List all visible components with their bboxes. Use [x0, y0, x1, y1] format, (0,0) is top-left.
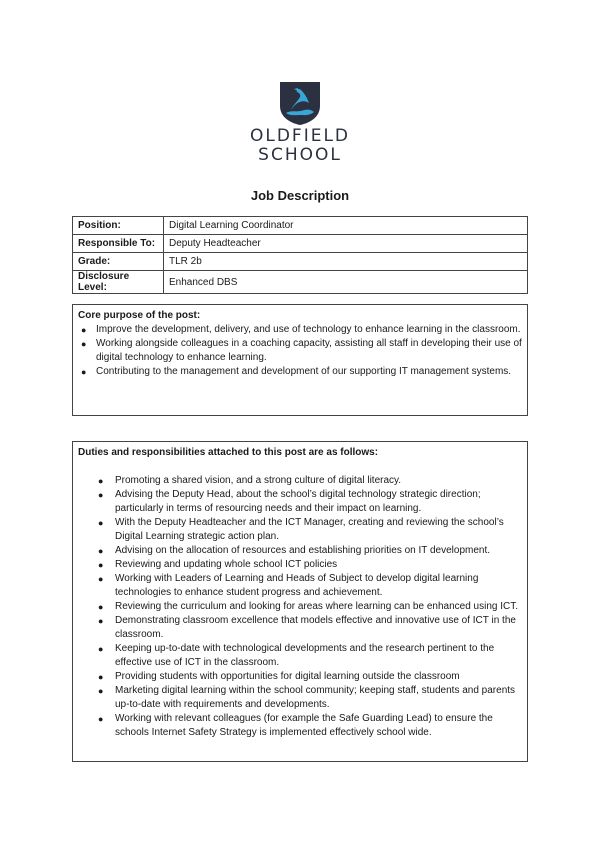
- job-info-table: [72, 216, 528, 294]
- bullet-icon: ●: [98, 686, 104, 696]
- field-label: Responsible To:: [73, 235, 164, 253]
- list-item-text: With the Deputy Headteacher and the ICT Manager, creating and reviewing the school’s Digital Learning strategic action plan.: [115, 517, 504, 542]
- bullet-icon: ●: [81, 325, 87, 335]
- bullet-icon: ●: [98, 518, 104, 528]
- list-item-text: Reviewing and updating whole school ICT policies: [115, 559, 338, 570]
- page-title: Job Description: [250, 188, 350, 203]
- field-value: TLR 2b: [164, 253, 528, 271]
- list-item: [78, 600, 522, 614]
- bullet-icon: ●: [98, 602, 104, 612]
- bullet-icon: ●: [81, 339, 87, 349]
- list-item-text: Contributing to the management and development of our supporting IT management systems.: [96, 366, 512, 377]
- list-item: [78, 337, 522, 365]
- core-purpose-box: [72, 304, 528, 416]
- duties-heading: Duties and responsibilities attached to this post are as follows:: [78, 447, 379, 458]
- duties-box: [72, 441, 528, 762]
- list-item-text: Promoting a shared vision, and a strong culture of digital literacy.: [115, 475, 402, 486]
- field-label: Grade:: [73, 253, 164, 271]
- list-item: [78, 474, 522, 488]
- field-value: Deputy Headteacher: [164, 235, 528, 253]
- list-item: [78, 614, 522, 642]
- list-item: [78, 323, 522, 337]
- list-item-text: Improve the development, delivery, and use of technology to enhance learning in the classroom.: [96, 324, 521, 335]
- list-item-text: Keeping up-to-date with technological developments and the research pertinent to the effective use of ICT in the classroom.: [115, 643, 495, 668]
- school-name-line2: SCHOOL: [258, 145, 342, 165]
- list-item: [78, 516, 522, 544]
- list-item-text: Working with Leaders of Learning and Heads of Subject to develop digital learning technologies to enhance student progress and achievement.: [115, 573, 479, 598]
- list-item-text: Reviewing the curriculum and looking for areas where learning can be enhanced using ICT.: [115, 601, 519, 612]
- list-item-text: Advising on the allocation of resources and establishing priorities on IT development.: [115, 545, 491, 556]
- duties-list: [78, 474, 522, 740]
- bullet-icon: ●: [98, 476, 104, 486]
- bullet-icon: ●: [98, 672, 104, 682]
- list-item: [78, 488, 522, 516]
- list-item: [78, 712, 522, 740]
- list-item: [78, 670, 522, 684]
- list-item-text: Working with relevant colleagues (for example the Safe Guarding Lead) to ensure the schools Internet Safety Strategy is implemented effectively school wide.: [115, 713, 493, 738]
- field-label: Disclosure Level:: [73, 271, 164, 294]
- list-item-text: Providing students with opportunities for digital learning outside the classroom: [115, 671, 460, 682]
- school-name-line1: OLDFIELD: [249, 126, 351, 146]
- bullet-icon: ●: [98, 644, 104, 654]
- table-row: [73, 253, 528, 271]
- swan-shield-icon: [277, 80, 323, 126]
- list-item: [78, 558, 522, 572]
- field-value: Digital Learning Coordinator: [164, 217, 528, 235]
- bullet-icon: ●: [98, 560, 104, 570]
- list-item-text: Advising the Deputy Head, about the school’s digital technology strategic direction; particularly in terms of resourcing needs and their impact on learning.: [115, 489, 481, 514]
- list-item: [78, 572, 522, 600]
- bullet-icon: ●: [98, 546, 104, 556]
- list-item-text: Marketing digital learning within the school community; keeping staff, students and parents up-to-date with requirements and developments.: [115, 685, 516, 710]
- list-item-text: Working alongside colleagues in a coaching capacity, assisting all staff in developing their use of digital technology to enhance learning.: [96, 338, 522, 363]
- list-item: [78, 684, 522, 712]
- field-label: Position:: [73, 217, 164, 235]
- table-row: [73, 271, 528, 294]
- table-row: [73, 235, 528, 253]
- core-purpose-heading: Core purpose of the post:: [78, 310, 201, 321]
- field-value: Enhanced DBS: [164, 271, 528, 294]
- bullet-icon: ●: [98, 490, 104, 500]
- table-row: [73, 217, 528, 235]
- list-item: [78, 544, 522, 558]
- list-item: [78, 365, 522, 379]
- list-item: [78, 642, 522, 670]
- bullet-icon: ●: [98, 714, 104, 724]
- core-purpose-list: [78, 323, 522, 379]
- bullet-icon: ●: [81, 367, 87, 377]
- bullet-icon: ●: [98, 616, 104, 626]
- list-item-text: Demonstrating classroom excellence that models effective and innovative use of ICT in the classroom.: [115, 615, 516, 640]
- bullet-icon: ●: [98, 574, 104, 584]
